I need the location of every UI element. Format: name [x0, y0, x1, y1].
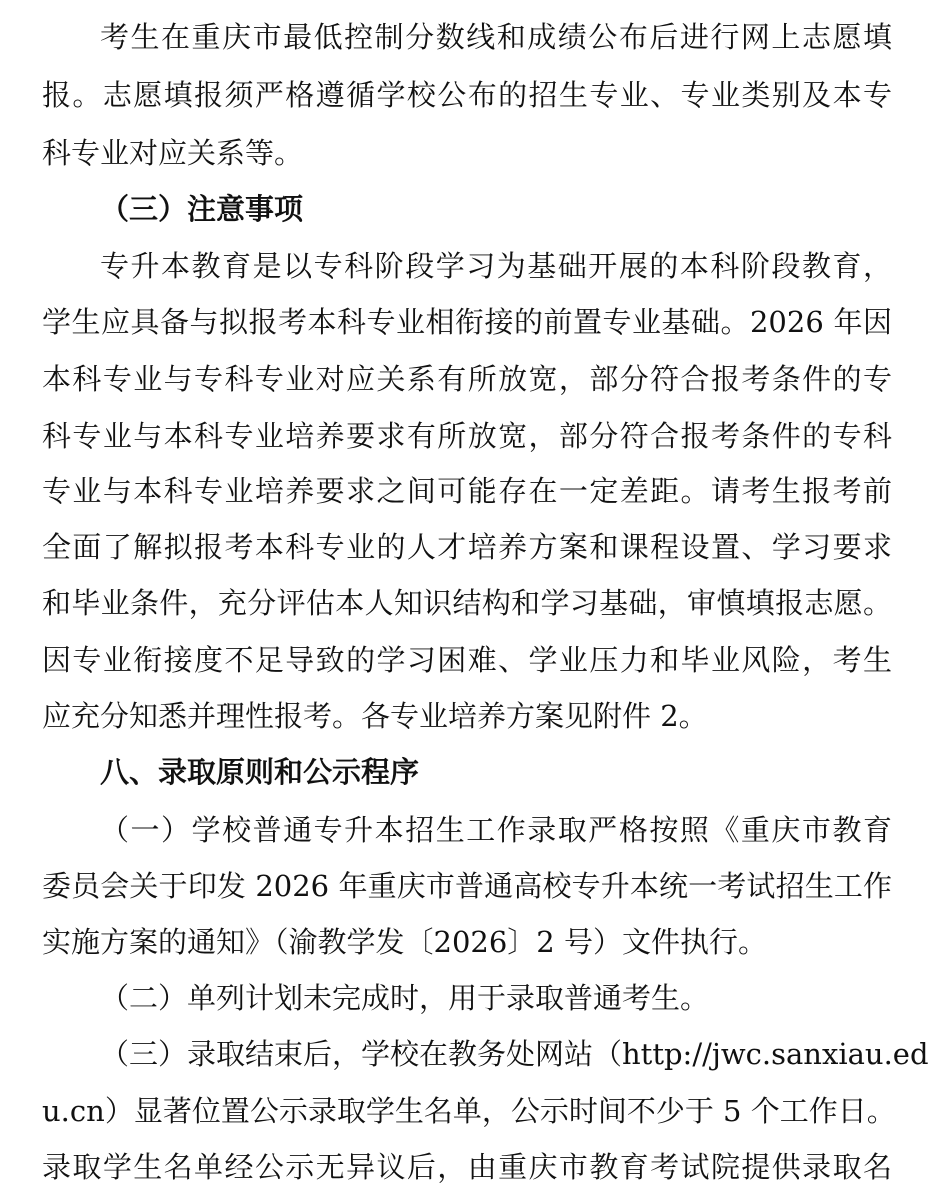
paragraph-line: 全面了解拟报考本科专业的人才培养方案和课程设置、学习要求	[42, 530, 892, 564]
paragraph-line: 录取学生名单经公示无异议后，由重庆市教育考试院提供录取名	[42, 1150, 892, 1184]
paragraph-line: 专升本教育是以专科阶段学习为基础开展的本科阶段教育，	[100, 249, 892, 283]
paragraph-line: 学生应具备与拟报考本科专业相衔接的前置专业基础。2026 年因	[42, 305, 892, 339]
paragraph-line: 委员会关于印发 2026 年重庆市普通高校专升本统一考试招生工作	[42, 869, 892, 903]
section-heading: （三）注意事项	[100, 192, 304, 226]
paragraph-line: （二）单列计划未完成时，用于录取普通考生。	[100, 981, 710, 1015]
paragraph-line: 考生在重庆市最低控制分数线和成绩公布后进行网上志愿填	[100, 20, 892, 54]
paragraph-line: 本科专业与专科专业对应关系有所放宽，部分符合报考条件的专	[42, 362, 892, 396]
paragraph-line: 和毕业条件，充分评估本人知识结构和学习基础，审慎填报志愿。	[42, 586, 892, 620]
paragraph-line: 实施方案的通知》（渝教学发〔2026〕2 号）文件执行。	[42, 925, 767, 959]
paragraph-line: 科专业对应关系等。	[42, 136, 304, 170]
paragraph-line: 因专业衔接度不足导致的学习困难、学业压力和毕业风险，考生	[42, 643, 892, 677]
paragraph-line: u.cn）显著位置公示录取学生名单，公示时间不少于 5 个工作日。	[42, 1094, 896, 1128]
section-heading: 八、录取原则和公示程序	[100, 755, 420, 789]
paragraph-line: 科专业与本科专业培养要求有所放宽，部分符合报考条件的专科	[42, 419, 892, 453]
paragraph-line: 专业与本科专业培养要求之间可能存在一定差距。请考生报考前	[42, 474, 892, 508]
paragraph-line: （三）录取结束后，学校在教务处网站（http://jwc.sanxiau.ed	[100, 1037, 929, 1071]
paragraph-line: 应充分知悉并理性报考。各专业培养方案见附件 2。	[42, 699, 708, 733]
paragraph-line: （一）学校普通专升本招生工作录取严格按照《重庆市教育	[100, 813, 892, 847]
paragraph-line: 报。志愿填报须严格遵循学校公布的招生专业、专业类别及本专	[42, 78, 892, 112]
